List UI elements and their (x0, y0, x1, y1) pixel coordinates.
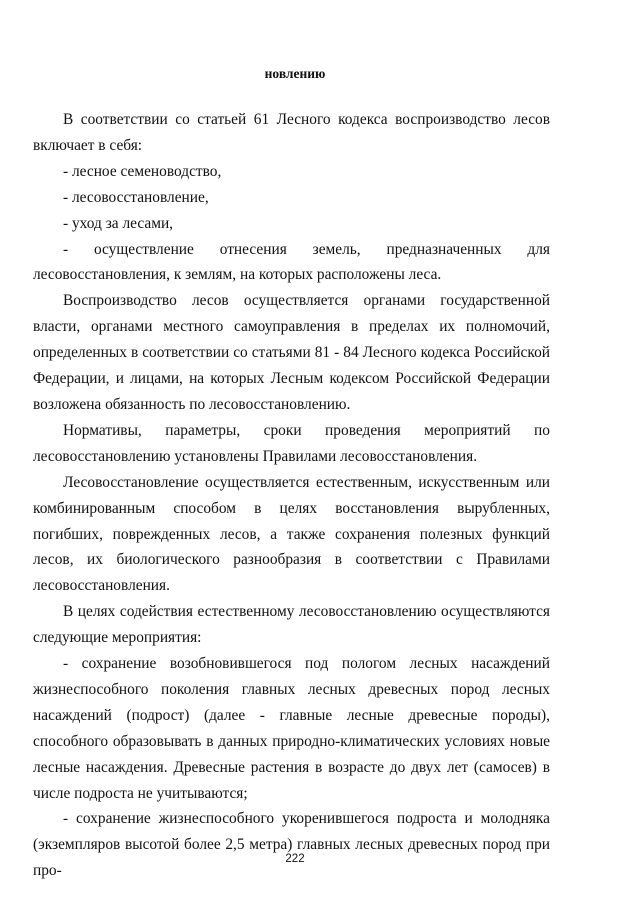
paragraph-2: - лесное семеноводство, (63, 162, 222, 180)
page-heading: новлению (264, 66, 326, 81)
paragraph (33, 107, 550, 884)
document-body (33, 107, 550, 884)
paragraph-8: Лесовосстановление осуществляется естественным, искусственным или комбинированным способом в целях восстановления вырубленных, погибших, поврежденных лесов, а также сохранения полезных функций лесов, их биологического разнообразия в соответствии с Правилами лесовосстановления. (33, 473, 550, 595)
paragraph-4: - уход за лесами, (63, 214, 174, 232)
paragraph-1: В соответствии со статьей 61 Лесного кодекса воспроизводство лесов включает в себя: (33, 111, 550, 154)
paragraph-11: - сохранение жизнеспособного укоренившегося подроста и молодняка (экземпляров высотой более 2,5 метра) главных лесных древесных пород при про- (33, 810, 550, 880)
page-number: 222 (285, 853, 305, 865)
paragraph-10: - сохранение возобновившегося под пологом лесных насаждений жизнеспособного поколения главных лесных древесных пород лесных насаждений (подрост) (далее - главные лесные древесные породы), способного образовывать в данных природно-климатических условиях новые лесные насаждения. Древесные растения в возрасте до двух лет (самосев) в числе подроста не учитываются; (33, 655, 550, 802)
paragraph-3: - лесовосстановление, (63, 188, 209, 206)
paragraph-9: В целях содействия естественному лесовосстановлению осуществляются следующие мероприятия: (33, 603, 550, 647)
paragraph-6: Воспроизводство лесов осуществляется органами государственной власти, органами местного самоуправления в пределах их полномочий, определенных в соответствии со статьями 81 - 84 Лесного кодекса Российской Федерации, и лицами, на которых Лесным кодексом Российской Федерации возложена обязанность по лесовосстановлению. (33, 292, 550, 413)
paragraph-5: - осуществление отнесения земель, предназначенных для лесовосстановления, к землям, на которых расположены леса. (33, 240, 550, 284)
paragraph-7: Нормативы, параметры, сроки проведения мероприятий по лесовосстановлению установлены Правилами лесовосстановления. (33, 421, 550, 465)
